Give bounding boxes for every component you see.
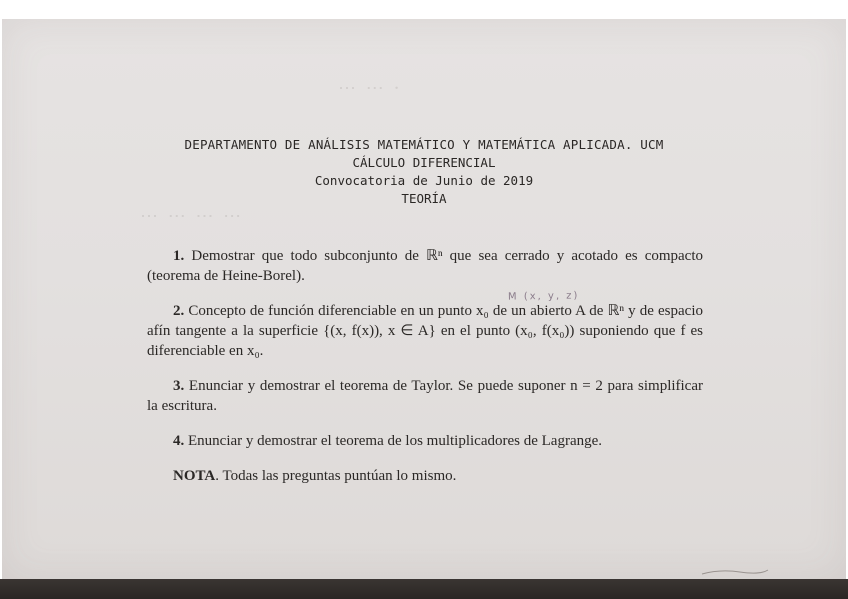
session-line: Convocatoria de Junio de 2019 bbox=[314, 173, 534, 188]
note-text: . Todas las preguntas puntúan lo mismo. bbox=[215, 468, 457, 484]
questions-list bbox=[147, 246, 703, 501]
department-line: DEPARTAMENTO DE ANÁLISIS MATEMÁTICO Y MATEMÁTICA APLICADA. UCM bbox=[184, 137, 664, 152]
question-3 bbox=[147, 376, 703, 416]
bleed-through-text: ⋯ ⋯ ⋅ bbox=[338, 78, 402, 99]
question-4 bbox=[147, 431, 703, 451]
question-number: 3. bbox=[173, 378, 185, 394]
bleed-through-text: ⋯ ⋯ ⋯ ⋯ bbox=[140, 206, 244, 227]
question-number: 4. bbox=[173, 433, 185, 449]
note-label: NOTA bbox=[173, 468, 216, 484]
question-2 bbox=[147, 301, 703, 361]
course-title: CÁLCULO DIFERENCIAL bbox=[352, 155, 496, 170]
question-text: Enunciar y demostrar el teorema de Taylor. Se puede suponer n = 2 para simplificar la escritura. bbox=[147, 378, 703, 414]
part-label: TEORÍA bbox=[401, 191, 447, 206]
question-text: Enunciar y demostrar el teorema de los multiplicadores de Lagrange. bbox=[188, 433, 603, 449]
pencil-mark bbox=[700, 566, 770, 578]
exam-note bbox=[147, 466, 703, 486]
handwritten-annotation: M (x, y, z) bbox=[507, 290, 580, 303]
question-number: 2. bbox=[173, 303, 185, 319]
exam-header bbox=[0, 136, 848, 208]
question-text: Demostrar que todo subconjunto de ℝⁿ que sea cerrado y acotado es compacto (teorema de Heine-Borel). bbox=[147, 248, 704, 284]
question-number: 1. bbox=[173, 248, 185, 264]
question-1 bbox=[147, 246, 703, 286]
table-edge bbox=[0, 579, 848, 599]
question-text: Concepto de función diferenciable en un punto x₀ de un abierto A de ℝⁿ y de espacio afín tangente a la superficie {(x, f(x)), x ∈ A} en el punto (x₀, f(x₀)) suponiendo que f es diferenciable en x₀. bbox=[147, 303, 703, 359]
